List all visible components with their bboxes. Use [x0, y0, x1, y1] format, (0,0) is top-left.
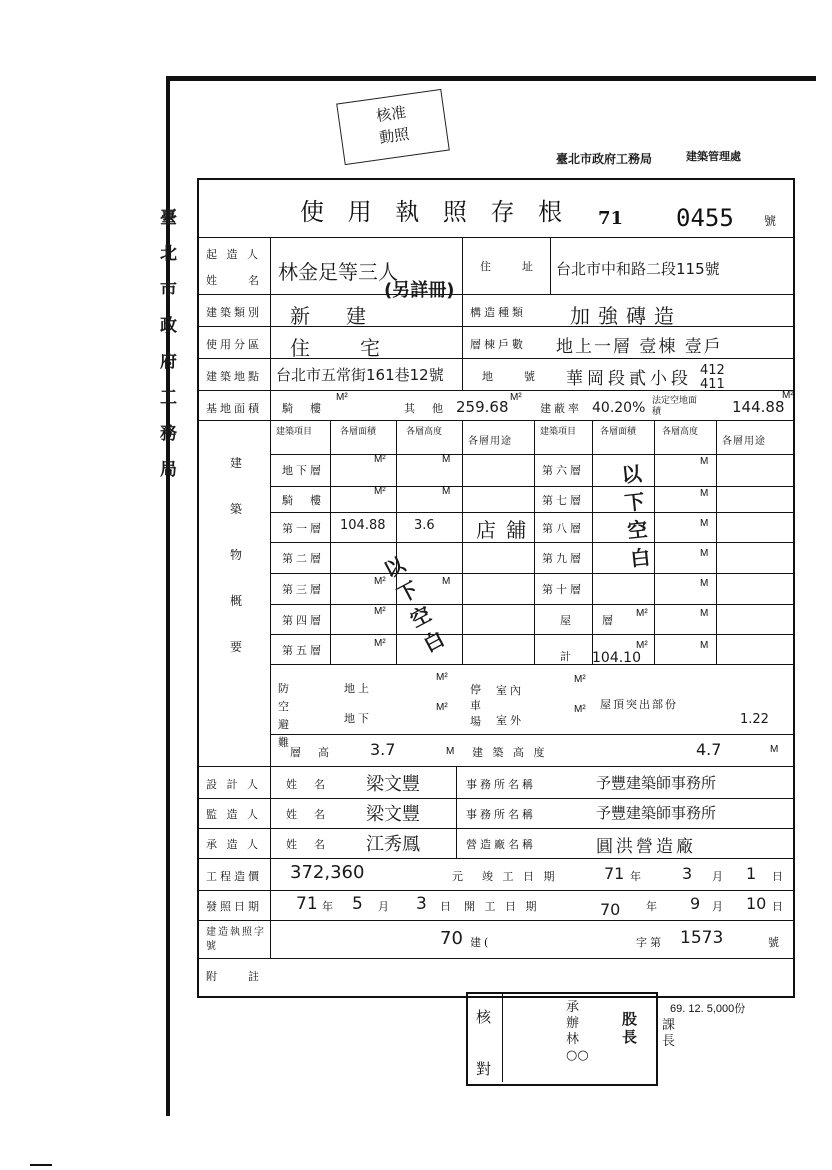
unit-shelter-down: M²	[436, 702, 448, 713]
label-shelter-down: 地下	[344, 712, 372, 725]
completion-year-label: 年	[630, 870, 644, 883]
label-supervisor-name: 姓 名	[286, 808, 328, 821]
supervisor-name-value: 梁文豐	[366, 804, 420, 825]
cost-value: 372,360	[290, 862, 365, 883]
label-zoning: 使用分區	[206, 338, 262, 351]
vrule-mid	[462, 237, 463, 390]
unit-outdoor: M²	[574, 704, 586, 715]
header-use-a: 各層用途	[468, 436, 512, 447]
label-designer-name: 姓 名	[286, 778, 328, 791]
label-indoor: 室內	[496, 684, 524, 697]
completion-day-value: 1	[746, 864, 757, 883]
label-floor-2: 第二層	[282, 552, 324, 565]
label-issue-date: 發照日期	[206, 900, 262, 913]
label-arcade: 騎 樓	[282, 402, 324, 415]
left-margin-text: 臺北市政府工務局	[160, 208, 177, 480]
label-floor-5: 第五層	[282, 644, 324, 657]
label-parking: 停車場	[470, 683, 481, 728]
label-address: 住 址	[480, 260, 536, 273]
unit-f3-height: M	[442, 576, 451, 587]
check-label-1: 核	[476, 1008, 495, 1026]
rule-6	[197, 420, 793, 421]
label-floor-1: 第一層	[282, 522, 324, 535]
label-start-date: 開 工 日 期	[464, 900, 540, 913]
supervisor-office-value: 予豐建築師事務所	[596, 804, 717, 822]
label-supervisor-office: 事務所名稱	[466, 808, 536, 821]
issue-day-label: 日	[440, 900, 454, 913]
label-completion: 竣 工 日 期	[482, 870, 558, 883]
rule-7	[270, 454, 793, 455]
vrule-col-b2	[654, 420, 655, 664]
rule-13	[270, 634, 793, 635]
label-applicant-2: 姓 名	[206, 274, 262, 287]
completion-month-label: 月	[712, 870, 726, 883]
rule-17	[197, 798, 793, 799]
start-year-value: 70	[600, 900, 621, 919]
floor1-use-value: 店舖	[476, 518, 536, 542]
zoning-value: 住宅	[290, 336, 430, 360]
rule-21	[197, 920, 793, 921]
vrule-col-b3	[716, 420, 717, 664]
check-stamp-2: 股長	[622, 1010, 638, 1046]
vrule-col-a1	[330, 420, 331, 664]
rule-22	[197, 958, 793, 959]
rule-15	[270, 734, 793, 735]
label-structure: 構造種類	[470, 306, 526, 319]
issue-month-value: 5	[352, 894, 363, 914]
lot-number-value: 412 411	[700, 363, 725, 392]
label-contractor-name: 姓 名	[286, 838, 328, 851]
header-area-b: 各層面積	[600, 427, 637, 437]
address-value: 台北市中和路二段115號	[556, 260, 720, 278]
applicant-note: (另詳冊)	[384, 280, 455, 301]
vrule-personnel	[456, 766, 457, 858]
start-month-value: 9	[690, 894, 701, 913]
unit-f3-area: M²	[374, 576, 386, 587]
label-total: 計	[560, 650, 574, 663]
empty-mark-right: 以下空白	[620, 461, 652, 571]
label-floor-7: 第七層	[542, 494, 584, 507]
header-item-b: 建築項目	[540, 427, 577, 437]
approval-stamp	[336, 89, 450, 165]
header-height-b: 各層高度	[662, 427, 699, 437]
label-applicant-1: 起 造 人	[206, 248, 261, 261]
label-legal-open: 法定空地面積	[652, 396, 698, 417]
scan-top-border	[166, 76, 816, 81]
unit-total-area: M²	[636, 640, 648, 651]
rule-4	[197, 358, 793, 359]
unit-shelter-up: M²	[436, 672, 448, 683]
building-height-value: 4.7	[696, 740, 722, 759]
site-location-value: 台北市五常街161巷12號	[276, 366, 444, 384]
start-day-label: 日	[772, 900, 786, 913]
issue-year-value: 71	[296, 894, 318, 914]
structure-value: 加強磚造	[570, 304, 682, 328]
label-other: 其 他	[404, 402, 446, 415]
unit-f10-height: M	[700, 578, 709, 589]
completion-year-value: 71	[604, 864, 625, 883]
issue-day-value: 3	[416, 894, 427, 914]
site-area-unit-3: M²	[782, 390, 794, 401]
rule-18	[197, 828, 793, 829]
vrule-mid2	[550, 237, 551, 294]
unit-storey-height: M	[446, 746, 455, 757]
label-supervisor: 監 造 人	[206, 808, 261, 821]
serial-number: 0455	[676, 204, 734, 232]
unit-f4-area: M²	[374, 606, 386, 617]
agency-stamp-1: 臺北市政府工務局	[556, 152, 653, 166]
rule-2	[197, 294, 793, 295]
label-floor-10: 第十層	[542, 583, 584, 596]
rule-12	[270, 604, 793, 605]
applicant-name: 林金足等三人	[278, 260, 398, 284]
check-stamp-3: 課長	[662, 1018, 676, 1049]
roof-note-value: 1.22	[740, 712, 769, 727]
start-day-value: 10	[746, 894, 767, 913]
label-floor-8: 第八層	[542, 522, 584, 535]
header-item-a: 建築項目	[276, 427, 313, 437]
rule-14	[270, 664, 793, 665]
check-box-divider	[502, 992, 503, 1082]
rule-20	[197, 890, 793, 891]
rule-1	[197, 237, 793, 238]
other-area-value: 259.68	[456, 398, 509, 416]
floor1-height-value: 3.6	[414, 518, 435, 533]
label-roof: 屋 層	[560, 614, 616, 627]
permit-jian-label: 建(	[470, 936, 492, 949]
label-storey-height: 層 高	[290, 746, 332, 759]
start-year-label: 年	[646, 900, 660, 913]
site-area-unit-1: M²	[336, 392, 348, 403]
contractor-name-value: 江秀鳳	[366, 834, 420, 855]
rule-19	[197, 858, 793, 859]
unit-basement-height: M	[442, 454, 451, 465]
label-contractor-firm: 營造廠名稱	[466, 838, 536, 851]
check-label-2: 對	[476, 1060, 495, 1078]
label-outdoor: 室外	[496, 714, 524, 727]
label-site-area: 基地面積	[206, 402, 262, 415]
serial-suffix: 號	[764, 214, 777, 228]
agency-stamp-2: 建築管理處	[686, 150, 741, 163]
label-basement: 地下層	[282, 464, 324, 477]
label-floor-6: 第六層	[542, 464, 584, 477]
unit-building-height: M	[770, 744, 779, 755]
building-type-value: 新建	[290, 304, 402, 328]
permit-prefix-label: 字第	[636, 936, 664, 949]
start-month-label: 月	[712, 900, 726, 913]
empty-mark-left: 以下空白	[379, 552, 449, 657]
scan-bottom-mark	[30, 1164, 52, 1166]
unit-f8-height: M	[700, 518, 709, 529]
approval-stamp-text: 核准 動照	[375, 103, 411, 147]
storey-height-value: 3.7	[370, 740, 396, 759]
label-floor-9: 第九層	[542, 552, 584, 565]
label-cost: 工程造價	[206, 870, 262, 883]
serial-prefix: 71	[598, 208, 624, 229]
lot-section-value: 華岡段貳小段	[566, 369, 692, 389]
site-area-unit-2: M²	[510, 392, 522, 403]
unit-indoor: M²	[574, 674, 586, 685]
rule-11	[270, 573, 793, 574]
label-shelter: 防空避難	[278, 682, 289, 749]
total-area-value: 104.10	[592, 650, 641, 666]
unit-arcade-area: M²	[374, 486, 386, 497]
label-building-outline: 建 築 物 概 要	[230, 456, 243, 654]
contractor-firm-value: 圓洪營造廠	[596, 837, 696, 857]
permit-year-value: 70	[440, 928, 463, 949]
legal-open-value: 144.88	[732, 398, 785, 416]
label-floor-3: 第三層	[282, 583, 324, 596]
label-designer: 設 計 人	[206, 778, 261, 791]
unit-roof-height: M	[700, 608, 709, 619]
unit-basement-area: M²	[374, 454, 386, 465]
label-notes: 附 註	[206, 970, 262, 983]
rule-8	[270, 486, 793, 487]
unit-roof-area: M²	[636, 608, 648, 619]
unit-f6-height: M	[700, 456, 709, 467]
issue-year-label: 年	[322, 900, 336, 913]
label-arcade2: 騎 樓	[282, 494, 324, 507]
label-floor-4: 第四層	[282, 614, 324, 627]
vrule-col-a3	[462, 420, 463, 664]
label-shelter-up: 地上	[344, 682, 372, 695]
coverage-value: 40.20%	[592, 400, 646, 416]
header-use-b: 各層用途	[722, 436, 766, 447]
header-height-a: 各層高度	[406, 427, 443, 437]
unit-f5-area: M²	[374, 638, 386, 649]
label-coverage: 建蔽率	[540, 402, 582, 415]
floor1-area-value: 104.88	[340, 518, 386, 533]
label-floors-units: 層棟戶數	[470, 338, 526, 351]
floors-units-value: 地上一層 壹棟 壹戶	[556, 337, 723, 357]
unit-arcade-height: M	[442, 486, 451, 497]
completion-month-value: 3	[682, 864, 693, 883]
unit-f9-height: M	[700, 548, 709, 559]
label-contractor: 承 造 人	[206, 838, 261, 851]
vrule-col-a2	[396, 420, 397, 664]
completion-day-label: 日	[772, 870, 786, 883]
label-designer-office: 事務所名稱	[466, 778, 536, 791]
label-building-height: 建 築 高 度	[472, 746, 548, 759]
form-title: 使 用 執 照 存 根	[300, 198, 571, 226]
label-yuan: 元	[452, 870, 466, 883]
permit-hao-label: 號	[768, 936, 782, 949]
label-site-location: 建築地點	[206, 370, 262, 383]
unit-total-height: M	[700, 640, 709, 651]
header-area-a: 各層面積	[340, 427, 377, 437]
label-roof-structure: 屋頂突出部份	[600, 698, 678, 711]
check-stamp-1: 承辦 林○○	[566, 1000, 589, 1063]
label-lot: 地 號	[482, 370, 538, 383]
rule-16	[197, 766, 793, 767]
rule-9	[270, 512, 793, 513]
vrule-label	[270, 237, 271, 958]
label-building-type: 建築類別	[206, 306, 262, 319]
designer-office-value: 予豐建築師事務所	[596, 774, 717, 792]
issue-month-label: 月	[378, 900, 392, 913]
rule-3	[197, 326, 793, 327]
form-print-code: 69. 12. 5,000份	[670, 1003, 746, 1015]
permit-number-value: 1573	[680, 928, 724, 948]
designer-name-value: 梁文豐	[366, 774, 420, 795]
unit-f7-height: M	[700, 488, 709, 499]
label-permit-no: 建造執照字號	[206, 927, 266, 952]
